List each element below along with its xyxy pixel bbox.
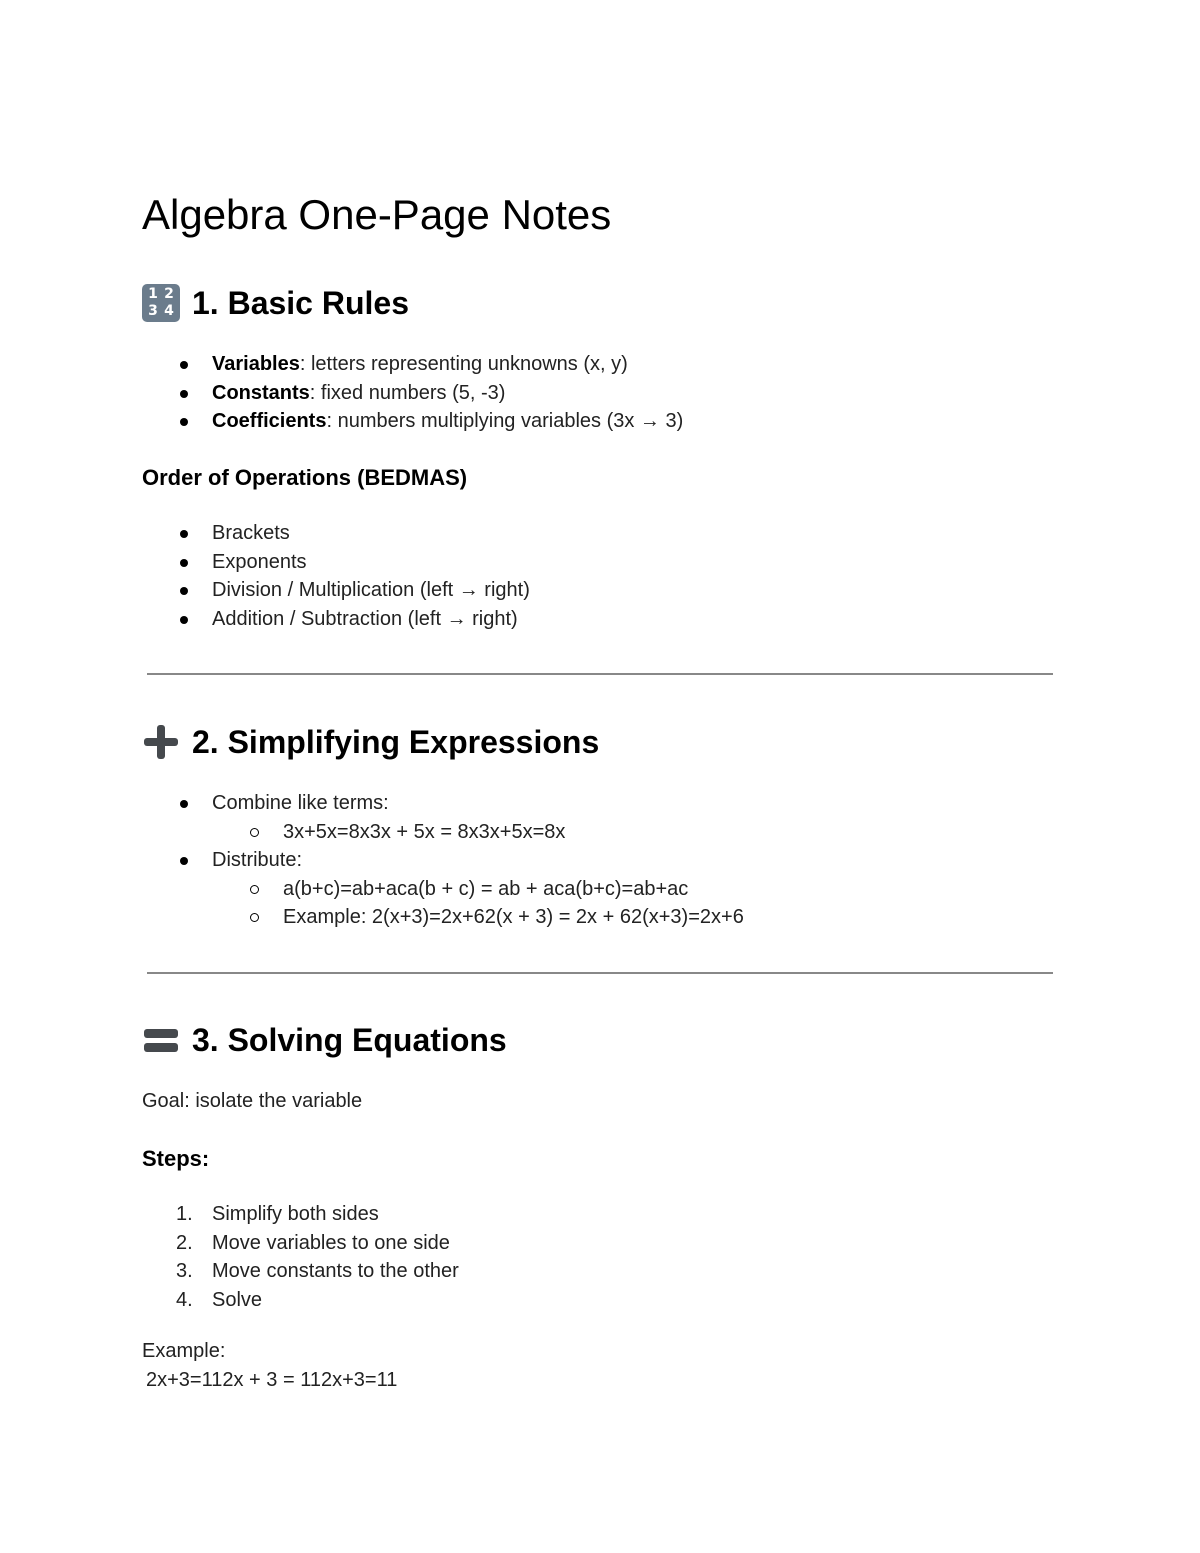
list-item — [142, 1286, 459, 1315]
definitions-list — [142, 350, 683, 436]
term-label: Variables — [212, 353, 300, 375]
list-item: Brackets — [142, 519, 530, 548]
equals-icon — [142, 1021, 180, 1059]
horizontal-divider — [147, 673, 1053, 675]
horizontal-divider — [147, 972, 1053, 974]
sub-list-item: a(b+c)=ab+aca(b + c) = ab + aca(b+c)=ab+ac — [142, 875, 744, 904]
step-text: Solve — [212, 1288, 263, 1311]
section-heading-simplifying — [142, 722, 599, 762]
list-item: Division / Multiplication (left → right) — [142, 576, 530, 605]
step-text: Simplify both sides — [212, 1203, 379, 1225]
list-item — [142, 1229, 459, 1258]
list-item — [142, 1200, 459, 1229]
step-number: 4. — [176, 1288, 193, 1311]
order-of-operations-list — [142, 519, 530, 633]
example-equation: 2x+3=112x + 3 = 112x+3=11 — [146, 1369, 398, 1391]
goal-text: Goal: isolate the variable — [142, 1090, 363, 1112]
list-item — [142, 379, 683, 408]
step-number: 3. — [176, 1260, 193, 1282]
subheading-order-of-operations: Order of Operations (BEDMAS) — [142, 465, 468, 490]
term-label: Constants — [212, 381, 310, 404]
list-item: Distribute: — [142, 846, 744, 875]
list-item — [142, 407, 683, 436]
section-heading-text: 2. Simplifying Expressions — [192, 724, 600, 760]
section-heading-text: 3. Solving Equations — [192, 1022, 507, 1058]
section-heading-text: 1. Basic Rules — [192, 285, 409, 321]
steps-list — [142, 1200, 459, 1314]
term-definition: : letters representing unknowns (x, y) — [299, 353, 628, 375]
example-label: Example: — [142, 1340, 226, 1362]
section-heading-basic-rules — [142, 283, 409, 323]
step-text: Move variables to one side — [212, 1231, 450, 1254]
section-heading-solving — [142, 1020, 507, 1060]
step-number: 1. — [176, 1203, 193, 1225]
term-label: Coefficients — [212, 410, 327, 432]
sub-list-item: 3x+5x=8x3x + 5x = 8x3x+5x=8x — [142, 818, 744, 847]
list-item: Exponents — [142, 548, 530, 577]
term-definition: : fixed numbers (5, -3) — [309, 381, 506, 404]
list-item: Addition / Subtraction (left → right) — [142, 605, 530, 634]
simplifying-list — [142, 789, 744, 932]
term-definition: : numbers multiplying variables (3x → 3) — [326, 410, 684, 432]
plus-icon — [142, 723, 180, 761]
page-title: Algebra One-Page Notes — [142, 191, 612, 238]
step-number: 2. — [176, 1231, 193, 1254]
list-item — [142, 1257, 459, 1286]
input-numbers-icon: 1 2 3 4 — [142, 284, 180, 322]
subheading-steps: Steps: — [142, 1146, 210, 1171]
list-item — [142, 350, 683, 379]
list-item: Combine like terms: — [142, 789, 744, 818]
sub-list-item: Example: 2(x+3)=2x+62(x + 3) = 2x + 62(x+3)=2x+6 — [142, 903, 744, 932]
step-text: Move constants to the other — [212, 1260, 459, 1282]
